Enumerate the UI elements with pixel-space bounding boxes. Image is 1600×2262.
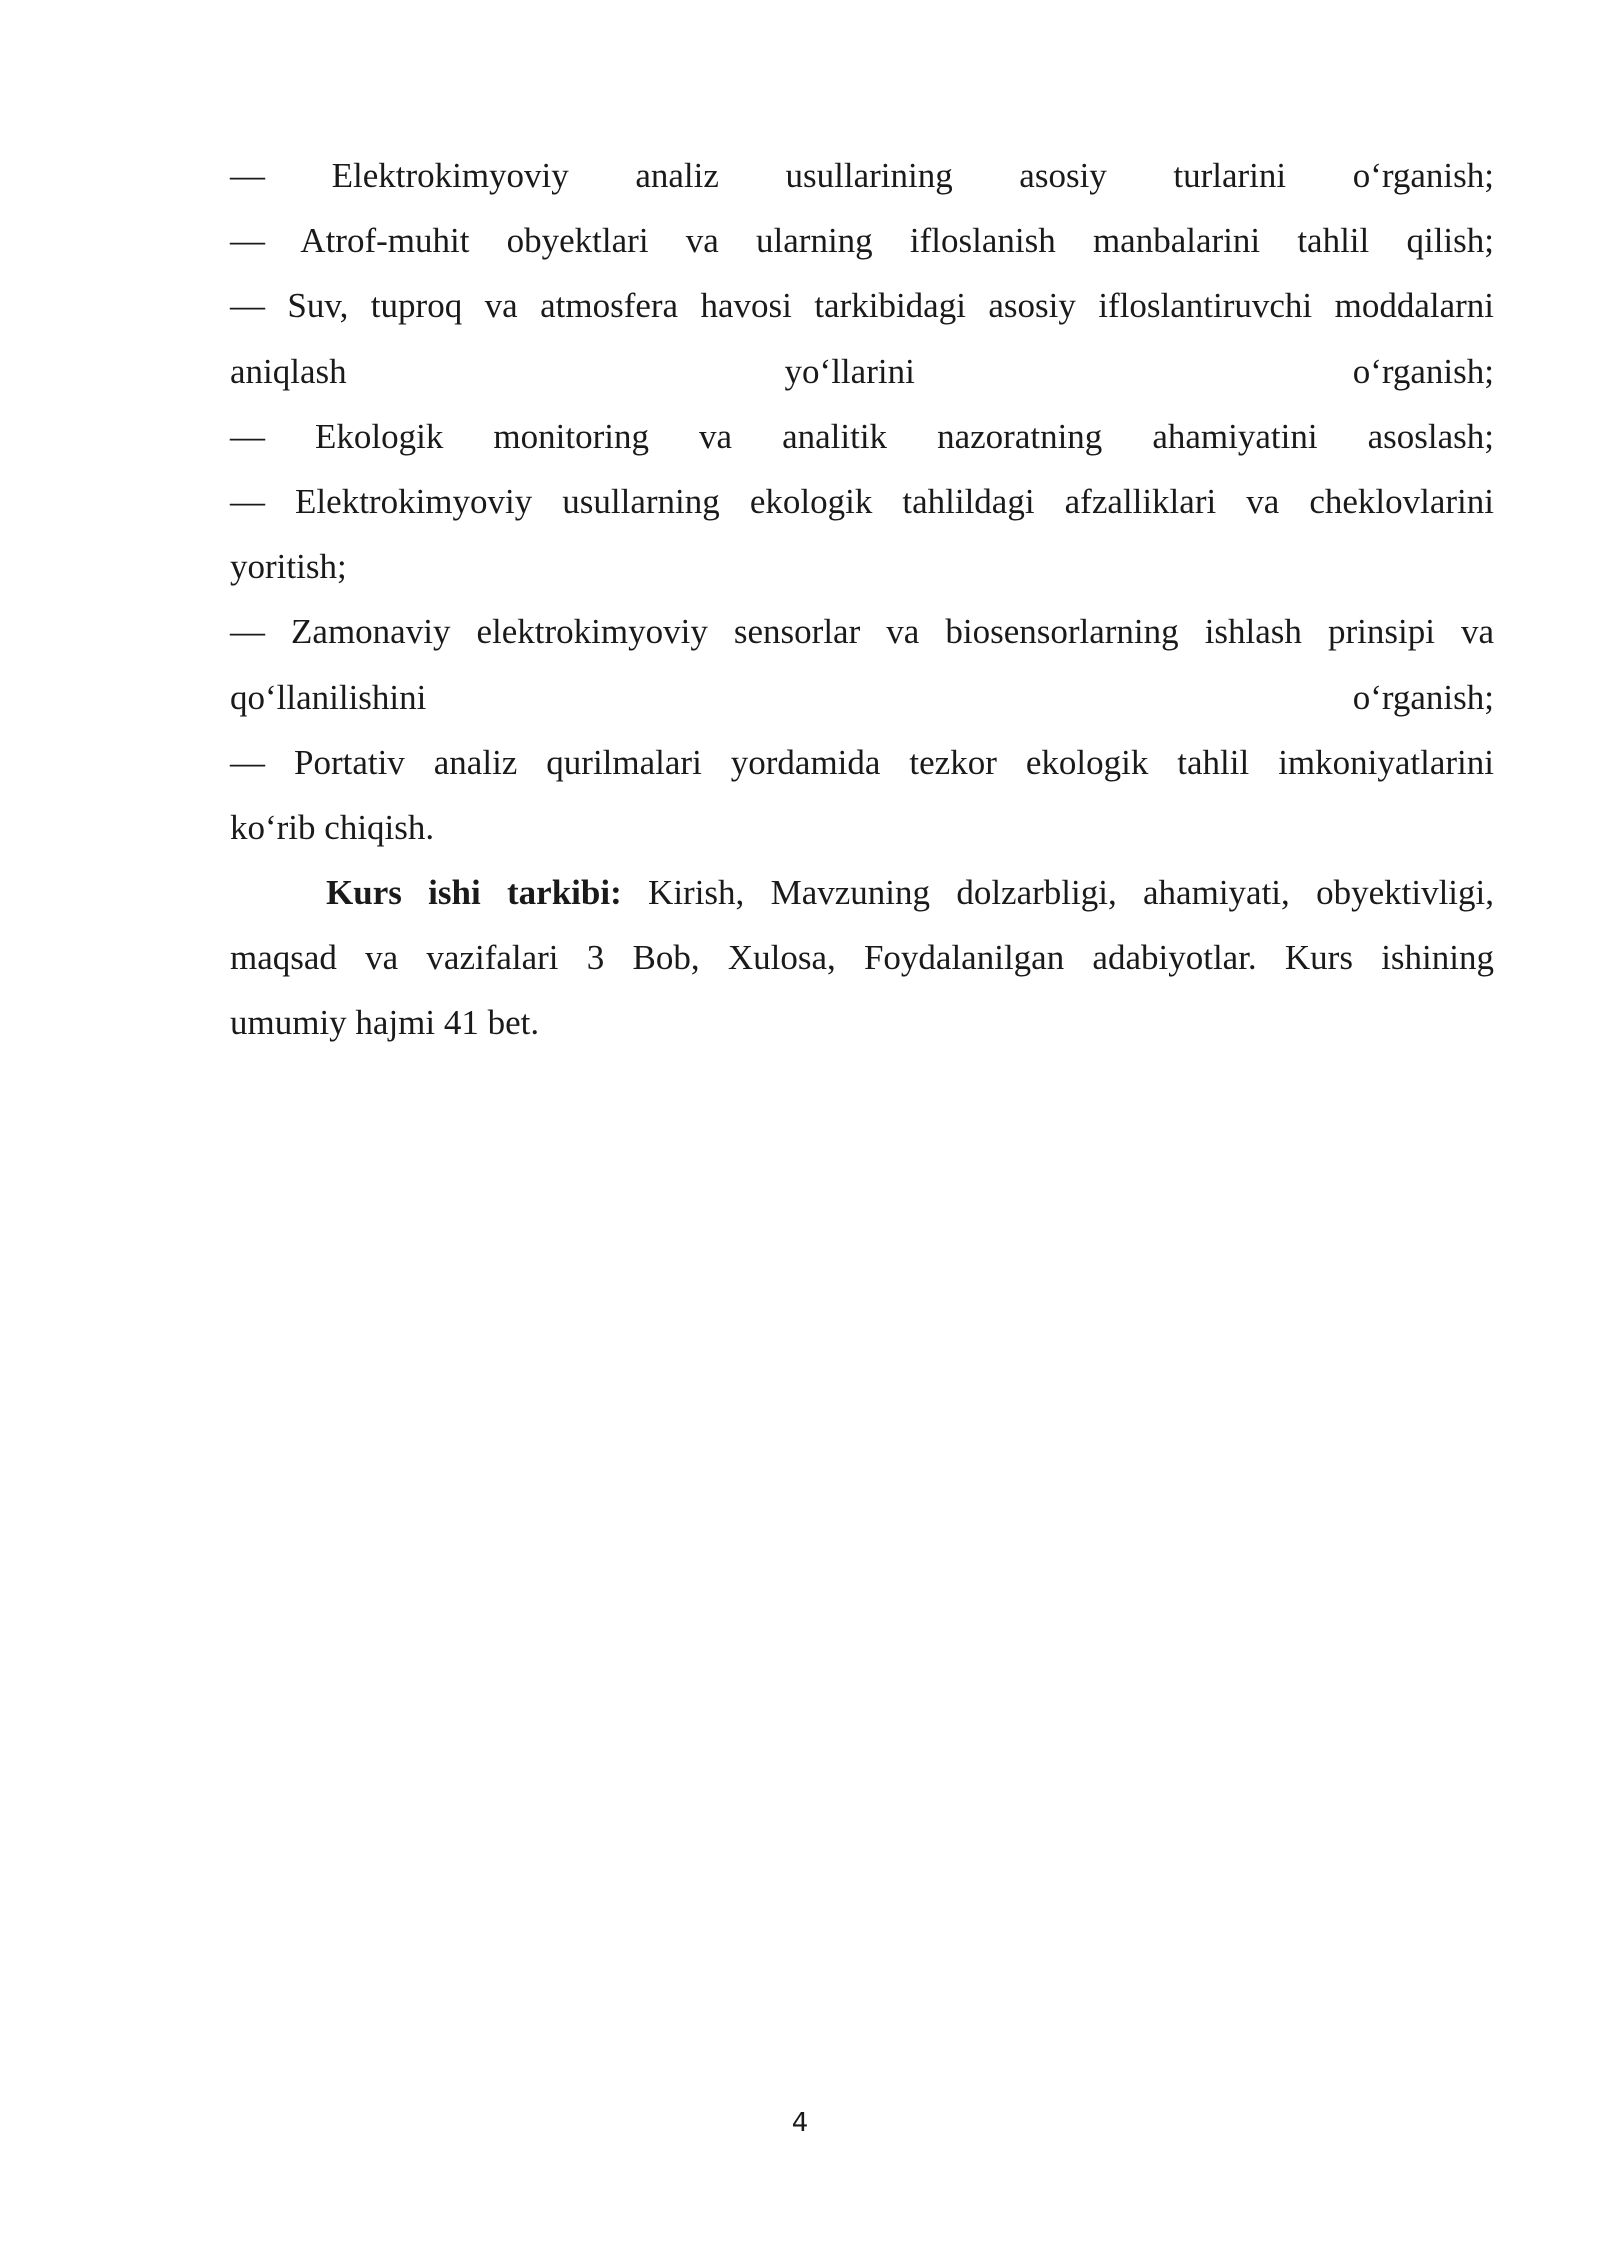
list-item-continuation: yoritish;	[230, 547, 347, 587]
list-item: — Elektrokimyoviy analiz usullarining asosiy turlarini o‘rganish;	[230, 156, 1494, 195]
list-item: — Portativ analiz qurilmalari yordamida tezkor ekologik tahlil imkoniyatlarini	[230, 742, 1494, 782]
structure-paragraph-line	[230, 860, 1494, 925]
structure-paragraph-line: umumiy hajmi 41 bet.	[230, 1003, 540, 1043]
list-item: — Elektrokimyoviy usullarning ekologik tahlildagi afzalliklari va cheklovlarini	[230, 481, 1494, 521]
structure-text: Kirish, Mavzuning dolzarbligi, ahamiyati, obyektivligi,	[621, 873, 1494, 913]
list-item: — Zamonaviy elektrokimyoviy sensorlar va biosensorlarning ishlash prinsipi va	[230, 612, 1494, 652]
structure-paragraph-line: maqsad va vazifalari 3 Bob, Xulosa, Foydalanilgan adabiyotlar. Kurs ishining	[230, 938, 1494, 978]
structure-heading: Kurs ishi tarkibi:	[326, 873, 622, 913]
list-item: — Suv, tuproq va atmosfera havosi tarkibidagi asosiy ifloslantiruvchi moddalarni	[230, 286, 1494, 326]
page-body	[230, 143, 1494, 1056]
list-item: — Ekologik monitoring va analitik nazoratning ahamiyatini asoslash;	[230, 416, 1494, 456]
page-number: 4	[791, 2108, 809, 2138]
list-item-continuation: qo‘llanilishini o‘rganish;	[230, 677, 1494, 717]
list-item-continuation: aniqlash yo‘llarini o‘rganish;	[230, 351, 1494, 391]
list-item: — Atrof-muhit obyektlari va ularning ifloslanish manbalarini tahlil qilish;	[230, 221, 1494, 261]
list-item-continuation: ko‘rib chiqish.	[230, 807, 435, 847]
